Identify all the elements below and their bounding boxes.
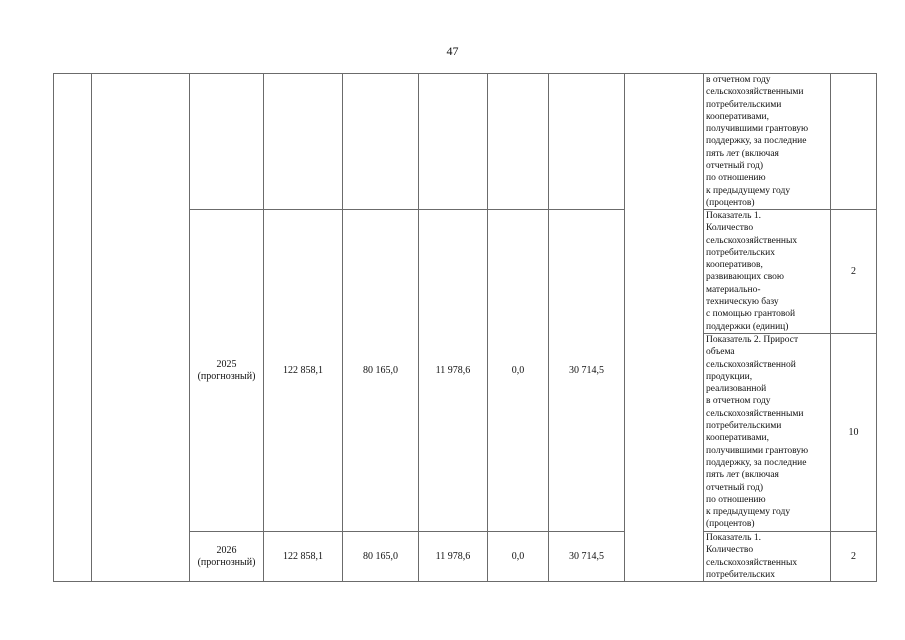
table-border-bottom (53, 581, 877, 582)
other-cell: 30 714,5 (569, 364, 604, 376)
indicator-value: 2 (851, 550, 856, 562)
local-cell: 0,0 (511, 550, 525, 562)
indicator-text: Показатель 1. Количество сельскохозяйственных потребительских кооперативов, развивающих свою материально- техническую базу с помощью грантовой поддержки (единиц) (706, 211, 798, 332)
regional-cell: 11 978,6 (435, 364, 471, 376)
other-cell: 30 714,5 (569, 550, 604, 562)
year-label: 2025 (прогнозный) (197, 358, 256, 382)
indicator-text: в отчетном году сельскохозяйственными потребительскими кооперативами, получившими грантовую поддержку, за последние пять лет (включая отчетный год) по отношению к предыдущему году (процентов) (706, 75, 809, 208)
year-cell (190, 210, 263, 531)
indicator-text: Показатель 1. Количество сельскохозяйственных потребительских (706, 533, 798, 580)
year-cell (190, 532, 263, 581)
indicator-text: Показатель 2. Прирост объема сельскохозяйственной продукции, реализованной в отчетном году сельскохозяйственными потребительскими кооперативами, получившими грантовую поддержку, за последние пять лет (включая отчетный год) по отношению к предыдущему году (процентов) (706, 335, 809, 530)
col-line-9 (703, 73, 704, 582)
federal-cell: 80 165,0 (363, 364, 398, 376)
col-line-0 (53, 73, 54, 582)
col-line-11 (876, 73, 877, 582)
regional-cell: 11 978,6 (435, 550, 471, 562)
local-cell: 0,0 (511, 364, 525, 376)
year-label: 2026 (прогнозный) (197, 544, 256, 568)
federal-cell: 80 165,0 (363, 550, 398, 562)
page-number: 47 (446, 44, 459, 58)
col-line-8 (624, 73, 625, 582)
col-line-1 (91, 73, 92, 582)
indicator-value: 2 (851, 265, 856, 277)
indicator-value: 10 (848, 426, 859, 438)
total-cell: 122 858,1 (283, 364, 323, 376)
total-cell: 122 858,1 (283, 550, 323, 562)
